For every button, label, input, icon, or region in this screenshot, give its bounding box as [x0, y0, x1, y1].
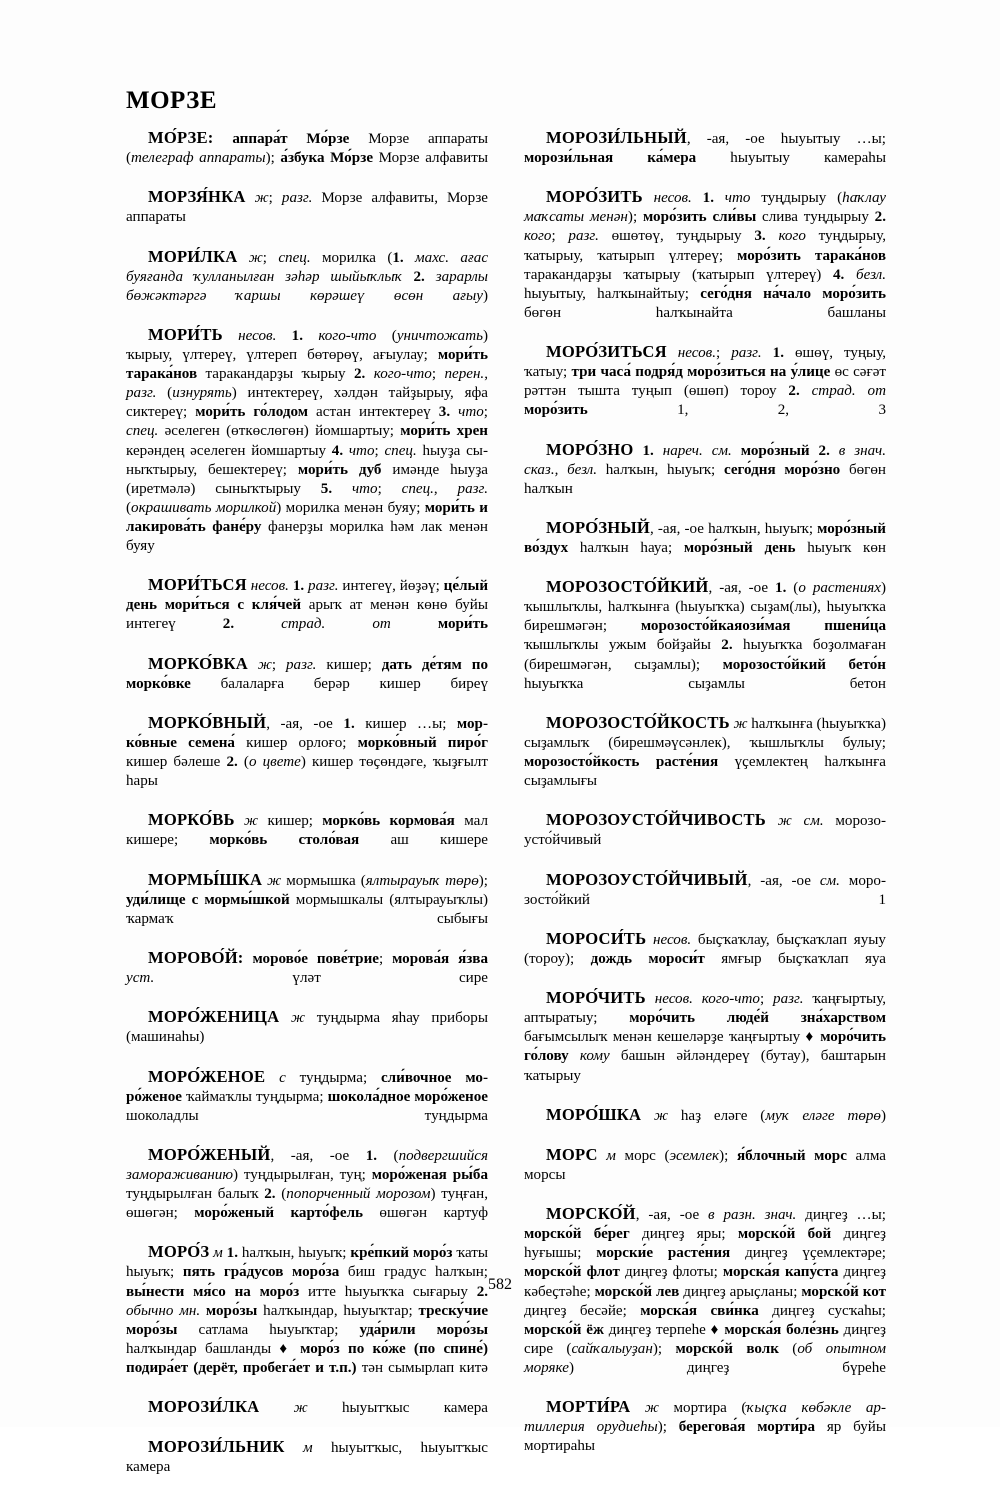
- dictionary-entry: МОРОЗИ́ЛКА ж һыуытҡыс камера: [148, 1397, 489, 1417]
- dictionary-entry: МОРОЗИ́ЛЬНИК м һыуытҡыс, һыуытҡыс камера: [126, 1437, 489, 1476]
- dictionary-entry: МОРТИ́РА ж мортира (ҡыҫҡа көбәкле артиллерия орудиеһы); берегова́я морти́ра яр буйы мортираһы: [524, 1397, 887, 1455]
- dictionary-entry: МОРО́ЗНО 1. нареч. см. моро́зный 2. в знач. сказ., безл. һалҡын, һыуыҡ; сего́дня моро́зно бөгөн һалҡын: [524, 439, 886, 497]
- dictionary-entry: МОРО́ЧИТЬ несов. кого-что; разг. ҡаңғыртыу, аптыратыу; моро́чить люде́й зна́харством бағымсылыҡ менән кешеләрҙе ҡаңғыртыу ♦ моро́чить го́лову кому башын әйләндереү (бутау), баштарын ҡатырыу: [524, 988, 887, 1084]
- running-head: МОРЗЕ: [126, 87, 217, 114]
- dictionary-entry: МОРОЗИ́ЛЬНЫЙ, -ая, -ое һыуытыу …ы; морози́льная ка́мера һыуытыу камераһы: [524, 128, 886, 167]
- dictionary-entry: МОРИ́ЛКА ж; спец. морилка (1. махс. ағас буяғанда ҡулланылған зәһәр шыйыҡлыҡ 2. зарарлы бөжәктәргә ҡаршы көрәшеү өсөн ағыу): [126, 246, 489, 304]
- dictionary-entry: МОРИ́ТЬ несов. 1. кого-что (уничтожать) ҡырыу, үлтереү, үлтереп бөтөрөү, ағыулау; мори́ть тарака́нов таракандарҙы ҡырыу 2. кого-что; перен., разг. (изнурять) интектереү, хәлдән тайҙырыу, яфа сиктереү; мори́ть го́лодом астан интектереү 3. что; спец. әселеген (өткөслөгөн) йомшартыу; мори́ть хрен керәндең әселеген йомшартыу 4. что; спец. һыуҙа сыныҡтырыу, бешектереү; мори́ть дуб имәнде һыуҙа (иретмәлә) сыныҡтырыу 5. что; спец., разг. (окрашивать морилкой) морилка менән буяу; мори́ть и лакирова́ть фане́ру фанерҙы морилка һәм лак менән буяу: [126, 324, 489, 554]
- dictionary-entry: МОРО́ЖЕНЫЙ, -ая, -ое 1. (подвергшийся замораживанию) туңдырылған, туң; моро́женая ры́ба туңдырылған балыҡ 2. (попорченный морозом) туңған, өшөгән; моро́женый карто́фель өшөгән картуф: [126, 1144, 489, 1222]
- dictionary-entry: МОРСКО́Й, -ая, -ое в разн. знач. диңгеҙ …ы; морско́й бе́рег диңгеҙ яры; морско́й бой диңгеҙ һуғышы; морски́е расте́ния диңгеҙ үҫемлектәре; морско́й флот диңгеҙ флоты; морска́я капу́ста диңгеҙ кәбеҫтәһе; морско́й лев диңгеҙ арыҫланы; морско́й кот диңгеҙ бесәйе; морска́я сви́нка диңгеҙ сусҡаһы; морско́й ёж диңгеҙ терпеһе ♦ морска́я боле́знь диңгеҙ сире (сайҡалыуҙан); морско́й волк (об опытном моряке) диңгеҙ бүреһе: [524, 1204, 887, 1376]
- dictionary-entry: МОРКО́ВНЫЙ, -ая, -ое 1. кишер …ы; морко́вные семена́ кишер орлоғо; морко́вный пиро́г кишер бәлеше 2. (о цвете) кишер төҫөндәге, ҡыҙғылт һары: [126, 712, 488, 790]
- dictionary-entry: МОРОЗОСТО́ЙКИЙ, -ая, -ое 1. (о растениях) ҡышлыҡлы, һалҡынға (һыуыҡҡа) сыҙам(лы), һыуыҡҡа бирешмәгән; морозосто́йкаяози́мая пшени́ца ҡышлыҡлы ужым бойҙайы 2. һыуыҡҡа боҙолмаған (бирешмәгән, сыҙамлы); морозосто́йкий бето́н һыуыҡҡа сыҙамлы бетон: [524, 577, 886, 692]
- dictionary-entry: МОРКО́ВЬ ж кишер; морко́вь кормова́я мал кишере; морко́вь столо́вая аш кишере: [126, 810, 489, 849]
- dictionary-entry: МОРО́ШКА ж һаҙ еләге (муҡ еләге төрө): [546, 1104, 887, 1124]
- dictionary-entry: МОРО́ЗИТЬСЯ несов.; разг. 1. өшөү, туңыу, ҡатыу; три часа́ подря́д моро́зиться на у́лице өс сәғәт рәттән тышта туңып (өшөп) тороу 2. страд. от моро́зить 1, 2, 3: [524, 342, 887, 419]
- dictionary-entry: МО́РЗЕ: аппара́т Мо́рзе Морзе аппараты (телеграф аппараты); а́збука Мо́рзе Морзе алфавиты: [126, 128, 489, 167]
- dictionary-entry: МОРИ́ТЬСЯ несов. 1. разг. интегеү, йөҙәү; це́лый день мори́ться с кля́чей арыҡ ат менән көнө буйы интегеү 2. страд. от мори́ть: [126, 575, 489, 633]
- dictionary-entry: МОРО́ЗНЫЙ, -ая, -ое һалҡын, һыуыҡ; моро́зный во́здух һалҡын һауа; моро́зный день һыуыҡ көн: [524, 517, 886, 556]
- dictionary-entry: МОРО́ЗИТЬ несов. 1. что туңдырыу (һаҡлау маҡсаты менән); моро́зить сли́вы слива туңдырыу 2. кого; разг. өшөтөү, туңдырыу 3. кого туңдырыу, ҡатырыу, ҡатырып үлтереү; моро́зить тарака́нов таракандарҙы ҡатырыу (ҡатырып үлтереү) 4. безл. һыуытыу, һалҡынайтыу; сего́дня на́чало моро́зить бөгөн һалҡынайта башланы: [524, 187, 887, 321]
- dictionary-entry: МОРОСИ́ТЬ несов. быҫҡаҡлау, быҫҡаҡлап яуыу (тороу); дождь мороси́т ямғыр быҫҡаҡлап яуа: [524, 928, 886, 967]
- dictionary-entry: МОРОЗОУСТО́ЙЧИВЫЙ, -ая, -ое см. морозосто́йкий 1: [524, 869, 886, 908]
- dictionary-entry: МОРС м морс (эсемлек); я́блочный морс алма морсы: [524, 1144, 887, 1183]
- dictionary-entry: МОРО́ЖЕНОЕ с туңдырма; сли́вочное моро́женое ҡаймаҡлы туңдырма; шокола́дное моро́женое шоколадлы туңдырма: [126, 1066, 489, 1124]
- dictionary-entry: МОРОЗОУСТО́ЙЧИВОСТЬ ж см. морозоусто́йчивый: [524, 810, 886, 849]
- dictionary-entry: МОРОВО́Й: морово́е пове́трие; морова́я я́зва уст. үләт сире: [126, 947, 488, 987]
- page-number: 582: [488, 1276, 512, 1293]
- dictionary-entry: МОРО́З м 1. һалҡын, һыуыҡ; кре́пкий моро́з ҡаты һыуыҡ; пять гра́дусов моро́за биш градус һалҡын; вы́нести мя́со на моро́з итте һыуыҡҡа сығарыу 2. обычно мн. моро́зы һалҡындар, һыуыҡтар; треску́чие моро́зы сатлама һыуыҡтар; уда́рили моро́зы һалҡындар башланды ♦ моро́з по ко́же (по спине́) подира́ет (дерёт, пробега́ет и т.п.) тән сымырлап китә: [126, 1242, 489, 1376]
- dictionary-entry: МОРЗЯ́НКА ж; разг. Морзе алфавиты, Морзе аппараты: [126, 187, 488, 226]
- dictionary-entry: МОРКО́ВКА ж; разг. кишер; дать де́тям по морко́вке балаларға берәр кишер биреү: [126, 653, 488, 692]
- dictionary-entry: МОРО́ЖЕНИЦА ж туңдырма яһау приборы (машинаһы): [126, 1007, 488, 1046]
- dictionary-entry: МОРМЫ́ШКА ж мормышка (ялтырауыҡ төрө); уди́лище с мормы́шкой мормышкалы (ялтырауыҡлы) ҡармаҡ сыбығы: [126, 869, 488, 927]
- dictionary-entry: МОРОЗОСТО́ЙКОСТЬ ж һалҡынға (һыуыҡҡа) сыҙамлыҡ (бирешмәүсәнлек), ҡышлыҡлы булыу; морозосто́йкость расте́ния үҫемлектең һалҡынға сыҙамлығы: [524, 712, 886, 790]
